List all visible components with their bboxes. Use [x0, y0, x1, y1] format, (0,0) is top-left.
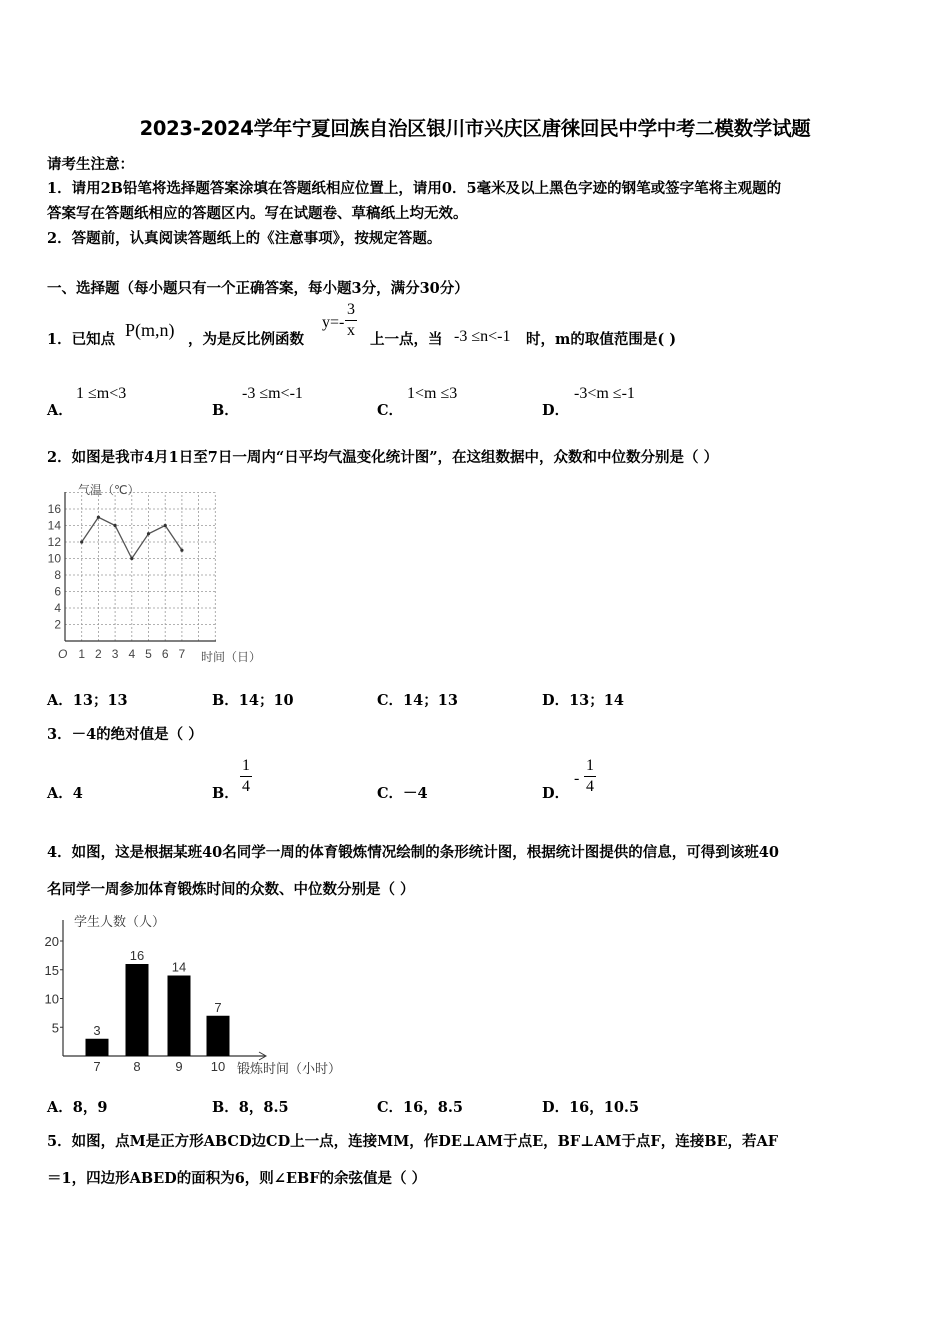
x-axis-label: 时间（日）: [201, 650, 262, 664]
q2-text: 2．如图是我市4月1日至7日一周内“日平均气温变化统计图”，在这组数据中，众数和中位数分别是（ ）: [47, 449, 719, 466]
x-tick-label: 7: [93, 1059, 101, 1074]
q1-func-lhs: y=-: [322, 314, 345, 331]
q1-suffix-a: 上一点，当: [370, 331, 443, 348]
bar-y-axis-label: 学生人数（人）: [74, 914, 166, 929]
x-tick-label: 7: [178, 647, 186, 661]
q3-text: 3．－4的绝对值是（ ）: [47, 726, 203, 743]
bar: [207, 1016, 230, 1056]
x-tick-label: 8: [133, 1059, 141, 1074]
q4-option-d-text: 16，10.5: [569, 1099, 640, 1116]
q3-option-c-letter: C．: [377, 785, 404, 802]
q2-option-b[interactable]: [212, 689, 294, 710]
q2-option-a[interactable]: [47, 689, 128, 710]
q3-option-a-letter: A．: [47, 785, 73, 802]
q2-option-d-text: 13；14: [569, 692, 624, 709]
bar-value-label: 7: [214, 999, 222, 1015]
q4-option-c-text: 16，8.5: [403, 1099, 463, 1116]
q1-option-b-letter[interactable]: B．: [212, 402, 239, 419]
section-heading: 一、选择题（每小题只有一个正确答案，每小题3分，满分30分）: [47, 280, 469, 297]
q4-line-2: 名同学一周参加体育锻炼时间的众数、中位数分别是（ ）: [47, 881, 415, 898]
y-tick-label: 4: [54, 601, 61, 615]
q2-option-c[interactable]: [377, 689, 458, 710]
y-tick-label: 12: [47, 535, 61, 549]
q3-option-a-text: 4: [72, 785, 83, 802]
x-tick-label: 2: [95, 647, 102, 661]
x-tick-label: 4: [128, 647, 136, 661]
bar-value-label: 16: [129, 948, 145, 963]
q3-option-b-fraction: [240, 756, 252, 797]
q4-option-b-letter: B．: [212, 1099, 239, 1116]
x-tick-label: 1: [78, 647, 86, 661]
q1-func-den: x: [347, 322, 355, 339]
q1-option-c-text: 1<m ≤3: [407, 385, 458, 402]
y-tick-label: 15: [44, 962, 59, 978]
chart-grid: [65, 493, 217, 642]
y-tick-label: 16: [47, 502, 61, 516]
q4-option-a[interactable]: [47, 1096, 107, 1117]
q2-option-c-letter: C．: [377, 692, 404, 709]
q1-middle: ，为是反比例函数: [188, 331, 304, 348]
q5-line-1: 5．如图，点M是正方形ABCD边CD上一点，连接MM，作DE⊥AM于点E，BF⊥AM于点F，连接BE，若AF: [47, 1133, 779, 1150]
q3-option-d-den: 4: [586, 778, 594, 795]
q4-line-1: 4．如图，这是根据某班40名同学一周的体育锻炼情况绘制的条形统计图，根据统计图提供的信息，可得到该班40: [47, 844, 779, 861]
q1-prefix: 1．已知点: [47, 331, 116, 348]
notice-line-1b: 答案写在答题纸相应的答题区内。写在试题卷、草稿纸上均无效。: [47, 205, 468, 222]
q4-option-d-letter: D．: [542, 1099, 570, 1116]
q2-option-a-letter: A．: [47, 692, 73, 709]
x-tick-label: 3: [111, 647, 119, 661]
q2-option-d[interactable]: [542, 689, 624, 710]
x-tick-label: 6: [161, 647, 169, 661]
y-tick-label: 2: [54, 617, 61, 632]
y-tick-label: 8: [54, 568, 61, 582]
data-point: [97, 516, 100, 519]
q3-option-d-fraction: [584, 756, 596, 797]
q1-option-d-letter[interactable]: D．: [542, 402, 570, 419]
data-point: [130, 557, 133, 560]
q1-option-b-text: -3 ≤m<-1: [242, 385, 303, 402]
q2-option-b-letter: B．: [212, 692, 239, 709]
q4-option-a-letter: A．: [47, 1099, 73, 1116]
data-point: [164, 524, 167, 527]
q3-option-a[interactable]: [47, 782, 83, 803]
q1-suffix-b: 时，m的取值范围是( ): [526, 331, 677, 348]
notice-line-2: 2．答题前，认真阅读答题纸上的《注意事项》，按规定答题。: [47, 230, 442, 247]
data-point: [180, 549, 183, 552]
q1-func-fraction: [345, 300, 357, 341]
x-tick-label: 5: [145, 647, 152, 661]
y-tick-label: 10: [44, 991, 59, 1007]
q3-option-c-text: －4: [403, 785, 428, 802]
y-tick-label: 14: [47, 518, 61, 533]
data-point: [114, 524, 117, 527]
y-tick-label: 20: [44, 934, 59, 949]
q4-option-d[interactable]: [542, 1096, 639, 1117]
bar-value-label: 14: [171, 959, 187, 975]
q2-option-c-text: 14；13: [403, 692, 458, 709]
q4-option-c[interactable]: [377, 1096, 463, 1117]
q1-option-c-letter[interactable]: C．: [377, 402, 404, 419]
x-tick-label: 10: [210, 1059, 226, 1074]
q3-option-b-letter[interactable]: B．: [212, 785, 239, 802]
data-point: [147, 532, 150, 535]
y-axis-label: 气温（℃）: [78, 483, 140, 497]
y-tick-label: 10: [47, 551, 61, 566]
q4-option-b[interactable]: [212, 1096, 289, 1117]
q1-func-num: 3: [345, 300, 357, 321]
bar-x-axis-label: 锻炼时间（小时）: [237, 1061, 342, 1076]
q1-option-d-text: -3<m ≤-1: [574, 385, 635, 402]
q4-option-a-text: 8，9: [72, 1099, 108, 1116]
q5-line-2: ＝1，四边形ABED的面积为6，则∠EBF的余弦值是（ ）: [47, 1170, 427, 1187]
notice-heading: 请考生注意：: [47, 156, 134, 173]
q3-option-b-den: 4: [242, 778, 250, 795]
q3-option-d-letter[interactable]: D．: [542, 785, 570, 802]
q3-option-d-num: 1: [584, 756, 596, 777]
notice-line-1a: 1．请用2B铅笔将选择题答案涂填在答题纸相应位置上，请用0．5毫米及以上黑色字迹的钢笔或签字笔将主观题的: [47, 180, 782, 197]
q2-option-d-letter: D．: [542, 692, 570, 709]
q2-option-a-text: 13；13: [72, 692, 128, 709]
bar: [168, 976, 191, 1057]
y-tick-label: 6: [54, 584, 61, 599]
q1-option-a-text: 1 ≤m<3: [76, 385, 127, 402]
origin-label: O: [58, 647, 68, 661]
data-point: [80, 540, 83, 543]
bar: [126, 964, 149, 1056]
y-tick-label: 5: [51, 1020, 59, 1036]
q4-option-c-letter: C．: [377, 1099, 404, 1116]
q2-option-b-text: 14；10: [238, 692, 294, 709]
bar: [86, 1039, 109, 1056]
q4-option-b-text: 8，8.5: [238, 1099, 289, 1116]
bar-value-label: 3: [93, 1022, 101, 1038]
q1-condition: -3 ≤n<-1: [454, 328, 511, 345]
q3-option-b-num: 1: [240, 756, 252, 777]
temperature-line-chart: [46, 478, 276, 670]
q1-point: P(m,n): [125, 320, 175, 340]
q1-option-a-letter[interactable]: A．: [47, 402, 73, 419]
q3-option-c[interactable]: [377, 782, 428, 803]
q3-option-d-sign: -: [574, 770, 580, 787]
x-tick-label: 9: [175, 1059, 183, 1074]
page-title: 2023-2024学年宁夏回族自治区银川市兴庆区唐徕回民中学中考二模数学试题: [139, 117, 811, 140]
exercise-bar-chart: [40, 910, 370, 1080]
